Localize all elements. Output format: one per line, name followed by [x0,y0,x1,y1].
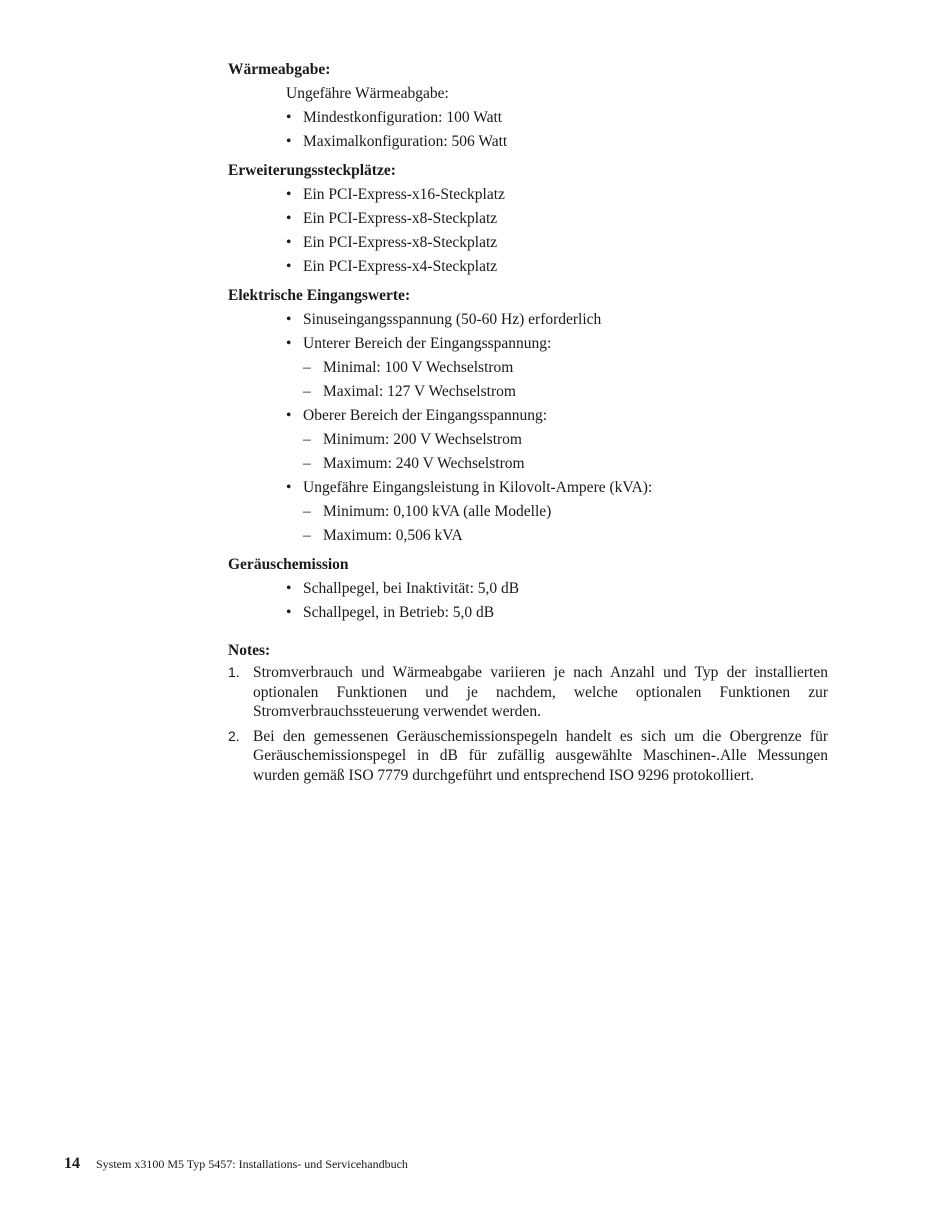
footer-title: System x3100 M5 Typ 5457: Installations- und Servicehandbuch [96,1157,408,1171]
document-body [228,58,828,790]
bullet-icon: • [286,186,292,203]
sub-list-item-text: Minimal: 100 V Wechselstrom [323,359,514,376]
bullet-icon: • [286,210,292,227]
list-item [286,231,828,255]
sub-list-item [303,428,828,452]
sub-list-item [303,452,828,476]
list-item-text: Schallpegel, in Betrieb: 5,0 dB [303,604,495,621]
section-heading: Elektrische Eingangswerte: [228,287,411,304]
sub-list-item-text: Maximal: 127 V Wechselstrom [323,383,516,400]
section-expansion-slots [228,159,828,279]
sub-list-item [303,356,828,380]
list-item [286,577,828,601]
note-item [228,727,828,786]
dash-icon: – [303,359,311,376]
list-item-text: Schallpegel, bei Inaktivität: 5,0 dB [303,580,520,597]
list-item [286,308,828,332]
dash-icon: – [303,383,311,400]
list-item-text: Ein PCI-Express-x8-Steckplatz [303,210,498,227]
bullet-icon: • [286,133,292,150]
section-heading: Geräuschemission [228,556,349,573]
bullet-icon: • [286,407,292,424]
note-number: 2. [228,727,240,744]
bullet-icon: • [286,109,292,126]
list-item [286,106,828,130]
sub-list-item [303,380,828,404]
notes-heading: Notes: [228,642,271,659]
dash-icon: – [303,527,311,544]
sub-list [303,428,828,476]
list-item [286,255,828,279]
sub-list [303,500,828,548]
list-item-text: Ungefähre Eingangsleistung in Kilovolt-Ampere (kVA): [303,479,653,496]
list-item-text: Sinuseingangsspannung (50-60 Hz) erforderlich [303,311,602,328]
section-heat-output [228,58,828,154]
list-item-text: Oberer Bereich der Eingangsspannung: [303,407,548,424]
note-text: Stromverbrauch und Wärmeabgabe variieren je nach Anzahl und Typ der installierten optionalen Funktionen und je nachdem, welche optionalen Funktionen zur Stromverbrauchssteuerung verwendet werden. [253,664,828,720]
sub-list-item-text: Minimum: 0,100 kVA (alle Modelle) [323,503,552,520]
section-intro: Ungefähre Wärmeabgabe: [286,85,449,102]
list-item-text: Unterer Bereich der Eingangsspannung: [303,335,552,352]
bullet-icon: • [286,335,292,352]
bullet-icon: • [286,311,292,328]
list-item-text: Ein PCI-Express-x16-Steckplatz [303,186,505,203]
list-item [286,332,828,404]
sub-list [303,356,828,404]
note-item [228,663,828,722]
bullet-list [228,577,828,625]
section-noise-emission [228,553,828,625]
list-item [286,183,828,207]
bullet-icon: • [286,479,292,496]
bullet-icon: • [286,580,292,597]
section-heading: Erweiterungssteckplätze: [228,162,396,179]
sub-list-item [303,500,828,524]
section-heading: Wärmeabgabe: [228,61,331,78]
dash-icon: – [303,431,311,448]
bullet-list [228,308,828,548]
page-number: 14 [64,1155,80,1172]
bullet-icon: • [286,258,292,275]
bullet-list [228,183,828,279]
page-footer [64,1154,408,1174]
bullet-list [228,106,828,154]
section-electrical-input [228,284,828,548]
note-text: Bei den gemessenen Geräuschemissionspegeln handelt es sich um die Obergrenze für Geräuschemissionspegel in dB für zufällig ausgewählte Maschinen-.Alle Messungen wurden gemäß ISO 7779 durchgeführt und entsprechend ISO 9296 protokolliert. [253,727,828,784]
notes-list [228,663,828,785]
sub-list-item-text: Maximum: 0,506 kVA [323,527,463,544]
dash-icon: – [303,503,311,520]
list-item [286,404,828,476]
bullet-icon: • [286,234,292,251]
sub-list-item [303,524,828,548]
note-number: 1. [228,664,240,680]
list-item-text: Ein PCI-Express-x8-Steckplatz [303,234,498,251]
dash-icon: – [303,455,311,472]
list-item-text: Maximalkonfiguration: 506 Watt [303,133,508,150]
list-item [286,130,828,154]
bullet-icon: • [286,604,292,621]
list-item [286,207,828,231]
list-item-text: Ein PCI-Express-x4-Steckplatz [303,258,498,275]
list-item-text: Mindestkonfiguration: 100 Watt [303,109,503,126]
list-item [286,476,828,548]
list-item [286,601,828,625]
sub-list-item-text: Minimum: 200 V Wechselstrom [323,431,522,448]
sub-list-item-text: Maximum: 240 V Wechselstrom [323,455,525,472]
